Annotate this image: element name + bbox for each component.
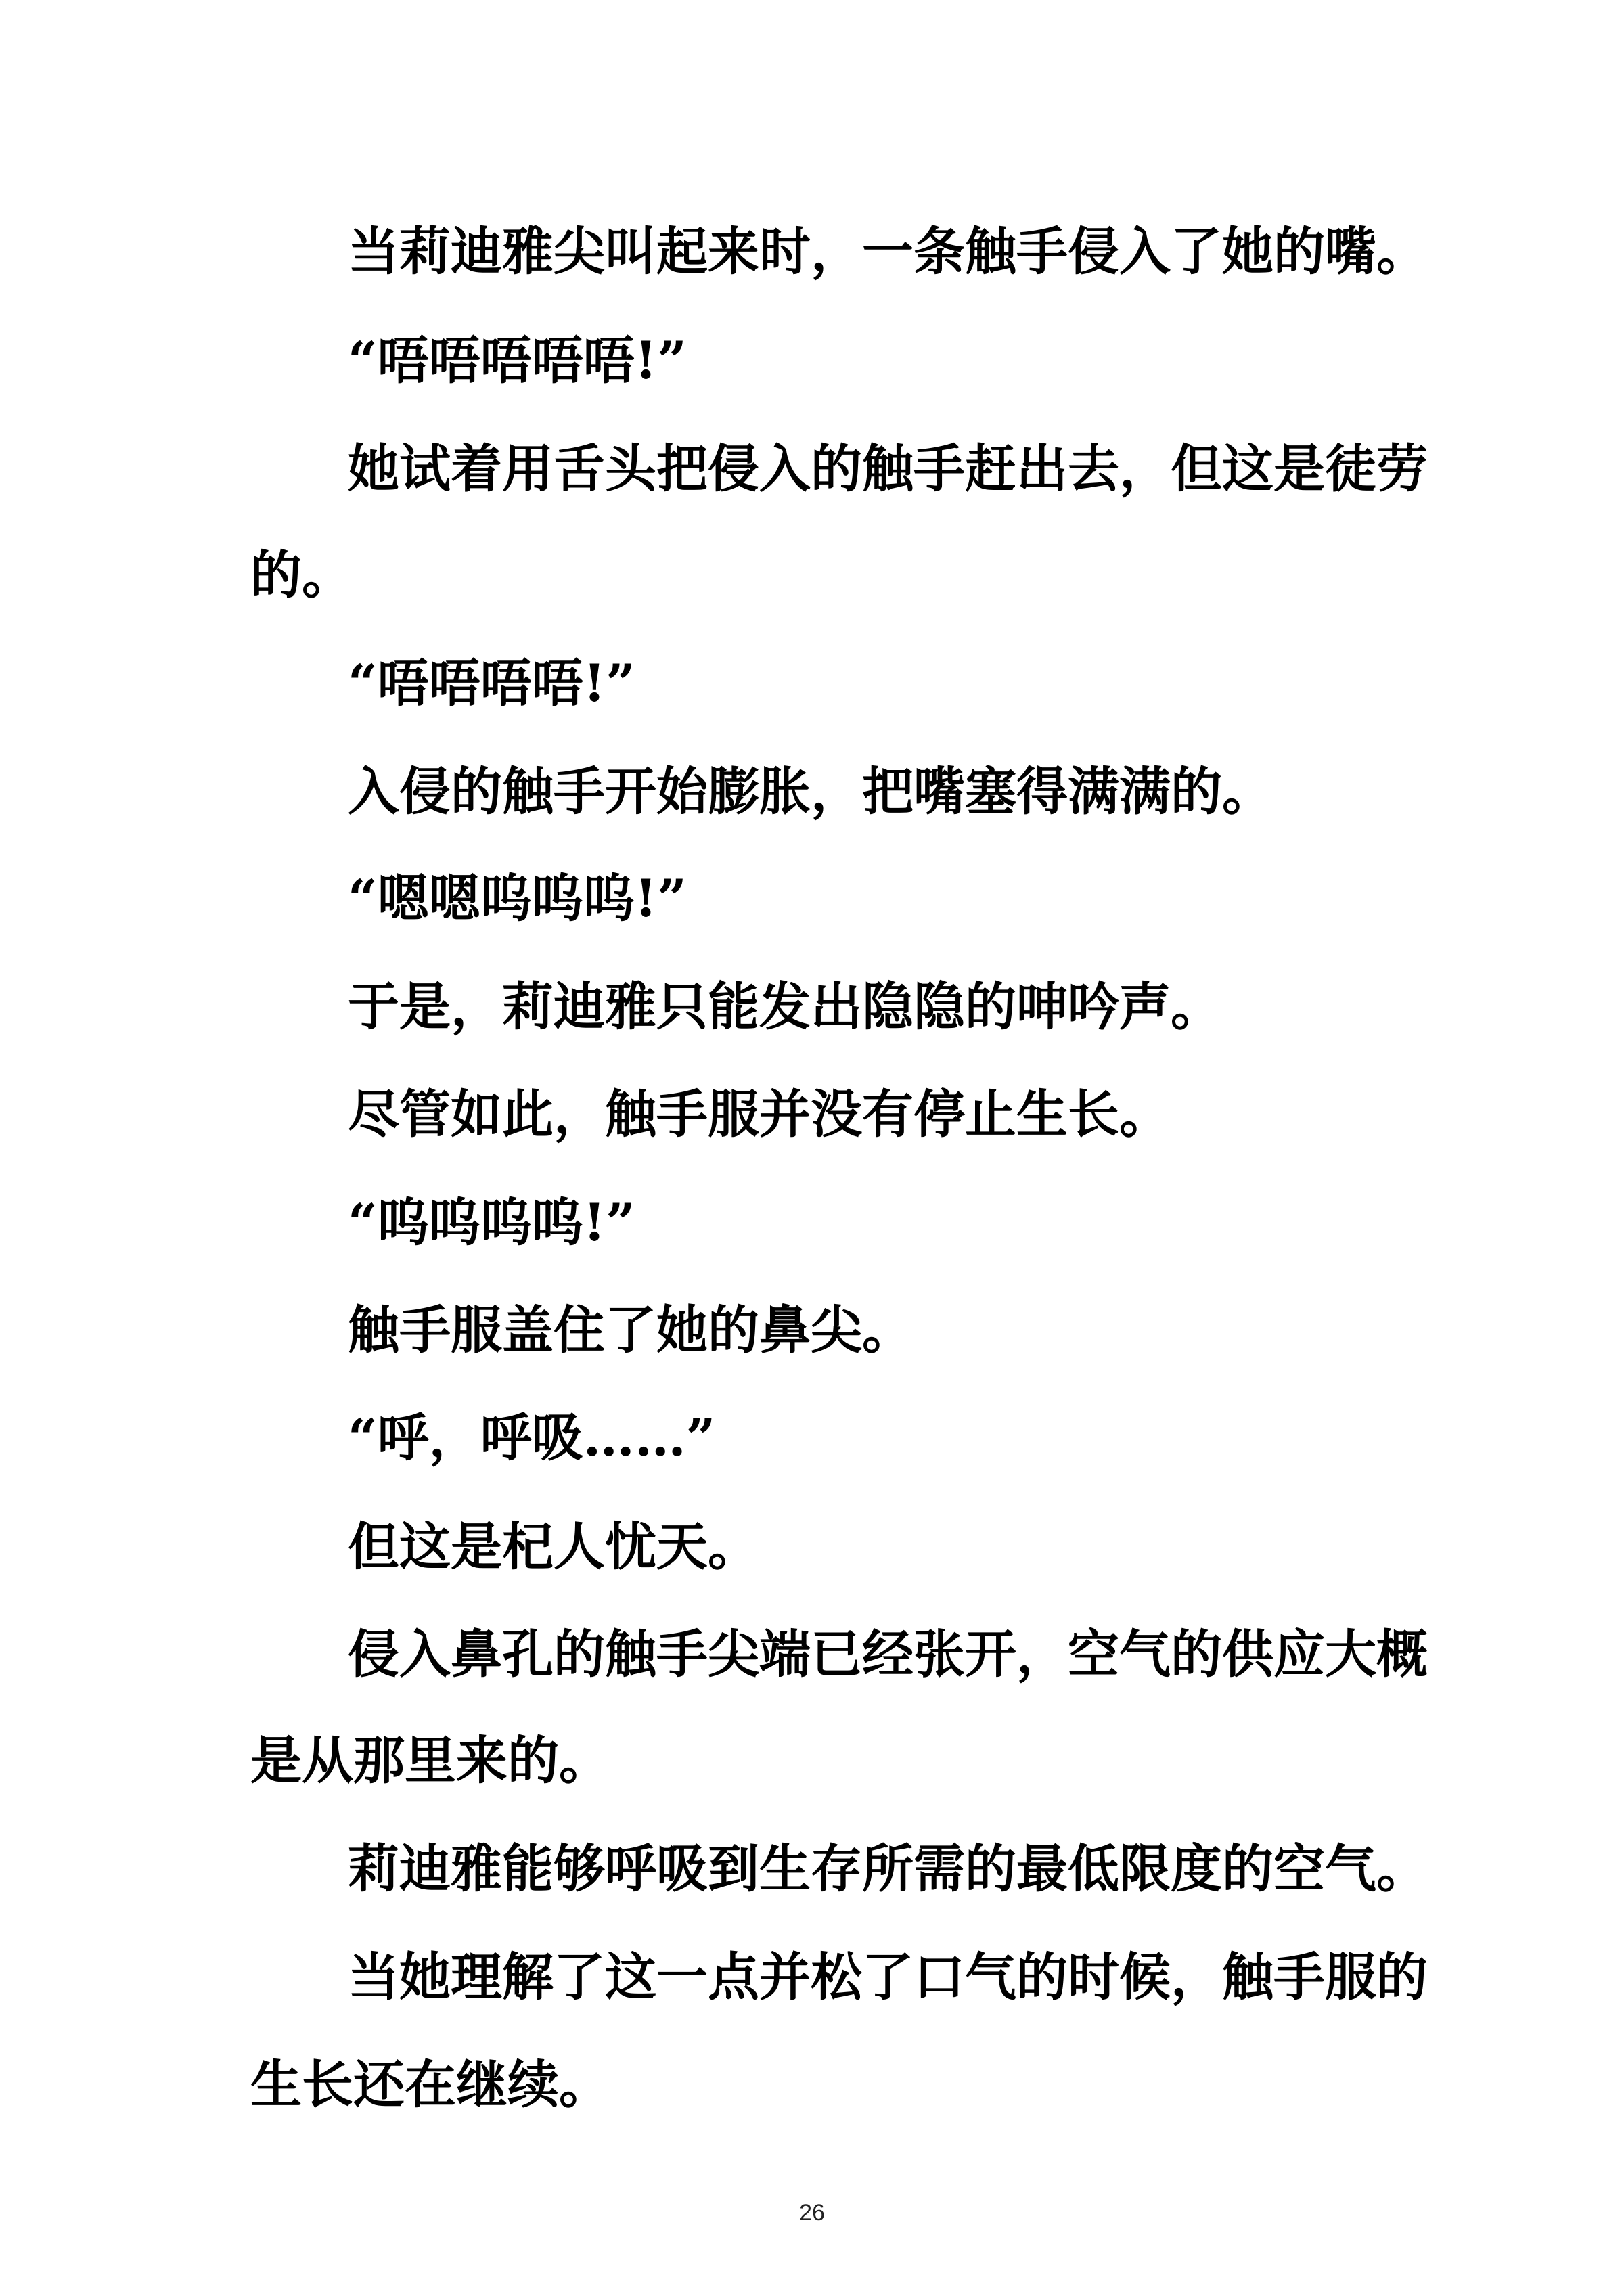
text-line: 是从那里来的。: [250, 1730, 610, 1791]
text-line: 尽管如此，触手服并没有停止生长。: [348, 1084, 1171, 1144]
dialogue-line: “唔唔唔唔!”: [348, 653, 635, 713]
text-line: 当她理解了这一点并松了口气的时候，触手服的: [348, 1947, 1428, 2007]
dialogue-line: “呜呜呜呜!”: [348, 1192, 635, 1253]
text-line: 当莉迪雅尖叫起来时，一条触手侵入了她的嘴。: [348, 221, 1428, 282]
text-line: 但这是杞人忧天。: [348, 1516, 759, 1577]
text-line: 莉迪雅能够呼吸到生存所需的最低限度的空气。: [348, 1839, 1428, 1899]
dialogue-line: “唔唔唔唔唔!”: [348, 330, 687, 390]
text-line: 侵入鼻孔的触手尖端已经张开，空气的供应大概: [348, 1624, 1428, 1684]
text-line: 生长还在继续。: [250, 2054, 610, 2115]
text-line: 于是，莉迪雅只能发出隐隐的呻吟声。: [348, 976, 1222, 1037]
text-line: 入侵的触手开始膨胀，把嘴塞得满满的。: [348, 761, 1273, 821]
text-line: 她试着用舌头把侵入的触手赶出去，但这是徒劳: [348, 438, 1428, 499]
dialogue-line: “呼，呼吸……”: [348, 1408, 716, 1468]
text-line: 的。: [250, 545, 353, 605]
dialogue-line: “嗯嗯呜呜呜!”: [348, 868, 687, 928]
page-number: 26: [799, 2200, 825, 2226]
text-line: 触手服盖住了她的鼻尖。: [348, 1300, 914, 1360]
